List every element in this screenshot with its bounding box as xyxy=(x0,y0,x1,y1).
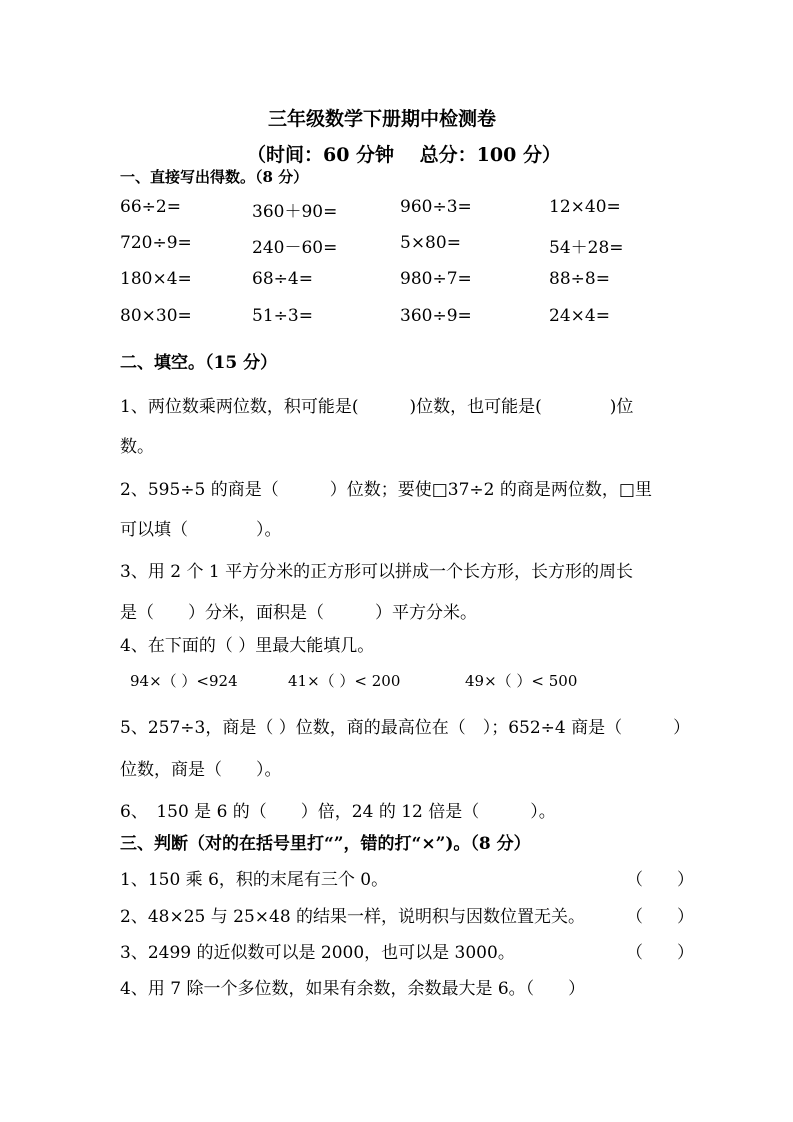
calc-item: 360÷9= xyxy=(400,306,472,326)
section3-heading: 三、判断（对的在括号里打“”，错的打“×”)。（8 分） xyxy=(120,834,531,854)
question-3-line2: 是（ ）分米，面积是（ ）平方分米。 xyxy=(120,603,477,623)
page-subtitle: （时间：60 分钟 总分：100 分） xyxy=(247,144,561,166)
calc-item: 68÷4= xyxy=(252,269,313,289)
question-4-item: 49×（ ）< 500 xyxy=(465,672,578,690)
calc-item: 54＋28= xyxy=(549,238,624,258)
question-1-line1: 1、两位数乘两位数，积可能是( )位数，也可能是( )位 xyxy=(120,397,634,417)
calc-item: 88÷8= xyxy=(549,269,610,289)
question-4-item: 41×（ ）< 200 xyxy=(288,672,401,690)
calc-item: 960÷3= xyxy=(400,197,472,217)
calc-item: 51÷3= xyxy=(252,306,313,326)
question-5-line2: 位数，商是（ ）。 xyxy=(120,760,282,780)
question-5-line1: 5、257÷3，商是（ ）位数，商的最高位在（ ）；652÷4 商是（ ） xyxy=(120,718,691,738)
question-6-line1: 6、 150 是 6 的（ ）倍，24 的 12 倍是（ ）。 xyxy=(120,802,556,822)
judge-bracket: （ ） xyxy=(626,907,694,927)
question-4-line1: 4、在下面的（ ）里最大能填几。 xyxy=(120,636,375,656)
calc-item: 360＋90= xyxy=(252,202,338,222)
judge-bracket: （ ） xyxy=(626,943,694,963)
calc-item: 5×80= xyxy=(400,233,461,253)
question-4-item: 94×（ ）<924 xyxy=(130,672,238,690)
question-2-line2: 可以填（ ）。 xyxy=(120,520,282,540)
calc-item: 80×30= xyxy=(120,306,192,326)
section2-heading: 二、填空。（15 分） xyxy=(120,353,278,373)
calc-item: 240－60= xyxy=(252,238,338,258)
question-2-line1: 2、595÷5 的商是（ ）位数；要使□37÷2 的商是两位数，□里 xyxy=(120,480,652,500)
calc-item: 980÷7= xyxy=(400,269,472,289)
judge-item-4: 4、用 7 除一个多位数，如果有余数，余数最大是 6。（ ） xyxy=(120,979,586,999)
calc-item: 24×4= xyxy=(549,306,610,326)
calc-item: 66÷2= xyxy=(120,197,181,217)
judge-bracket: （ ） xyxy=(626,870,694,890)
calc-item: 180×4= xyxy=(120,269,192,289)
judge-item-3: 3、2499 的近似数可以是 2000，也可以是 3000。 xyxy=(120,943,515,963)
judge-item-1: 1、150 乘 6，积的末尾有三个 0。 xyxy=(120,870,389,890)
calc-item: 720÷9= xyxy=(120,233,192,253)
question-1-line2: 数。 xyxy=(120,437,154,457)
calc-item: 12×40= xyxy=(549,197,621,217)
question-3-line1: 3、用 2 个 1 平方分米的正方形可以拼成一个长方形，长方形的周长 xyxy=(120,562,634,582)
judge-item-2: 2、48×25 与 25×48 的结果一样，说明积与因数位置无关。 xyxy=(120,907,586,927)
page-title: 三年级数学下册期中检测卷 xyxy=(268,108,497,130)
section1-heading: 一、直接写出得数。（8 分） xyxy=(120,168,309,186)
